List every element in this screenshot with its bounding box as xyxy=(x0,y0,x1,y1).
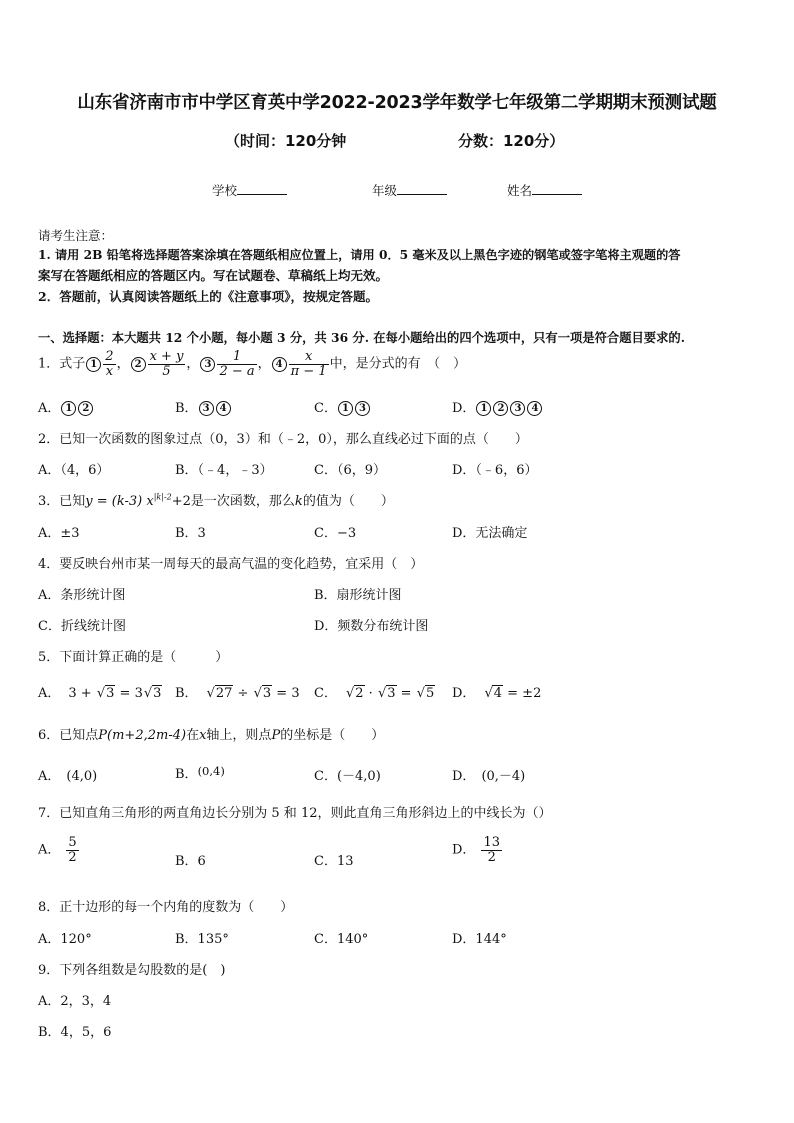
q6-mid2: 轴上，则点 xyxy=(206,728,272,743)
q5-a-eq: = 3 xyxy=(115,686,143,701)
q3-prefix: 3．已知 xyxy=(38,494,86,509)
q7-option-a xyxy=(38,836,80,864)
q9-option-b: B．4，5，6 xyxy=(38,1025,112,1040)
notice-heading: 请考生注意： xyxy=(38,228,114,243)
q8-option-d: D．144° xyxy=(452,932,507,947)
q6-b-label: B． xyxy=(175,767,198,782)
q3-k: k xyxy=(294,494,303,509)
q7-d-label: D． xyxy=(452,842,476,858)
grade-blank xyxy=(397,182,447,195)
exam-time: （时间：120分钟 xyxy=(225,132,347,150)
school-field xyxy=(212,181,287,199)
circled-number-1: 1 xyxy=(86,357,101,372)
q1-b-c4: 4 xyxy=(216,401,231,416)
q1-f2-num: x + y xyxy=(149,349,184,364)
q1-sep-3: ， xyxy=(257,356,271,372)
q3-expression-tail: +2 xyxy=(171,494,191,509)
q4-option-a: A．条形统计图 xyxy=(38,588,126,603)
q7-option-c: C．13 xyxy=(314,854,354,869)
q6-a-label: A． xyxy=(38,769,61,784)
grade-field xyxy=(372,181,447,199)
q5-option-c xyxy=(314,682,435,701)
q5-a-term: 3 + xyxy=(68,686,96,701)
q5-a-sqrt1: √ 3 xyxy=(105,685,116,701)
q6-c-label: C． xyxy=(314,769,337,784)
q1-a-c2: 2 xyxy=(78,401,93,416)
q2-option-c: C．（6，9） xyxy=(314,463,386,478)
section-heading: 一、选择题：本大题共 12 个小题，每小题 3 分，共 36 分. 在每小题给出的四个选项中，只有一项是符合题目要求的. xyxy=(38,330,685,345)
q4-option-d: D．频数分布统计图 xyxy=(314,619,429,634)
q1-d-c2: 2 xyxy=(493,401,508,416)
q1-f1-den: x xyxy=(105,363,114,379)
q6-d-label: D． xyxy=(452,769,476,784)
q5-b-sqrt1: √ 27 xyxy=(215,685,234,701)
question-9: 9．下列各组数是勾股数的是( ) xyxy=(38,963,226,978)
q1-c-c1: 1 xyxy=(338,401,353,416)
q6-c-value: (－4,0) xyxy=(336,769,381,784)
q6-option-c xyxy=(314,765,381,784)
q5-d-eq: = ±2 xyxy=(503,686,542,701)
q1-option-a xyxy=(38,397,94,416)
exam-title: 山东省济南市市中学区育英中学2022-2023学年数学七年级第二学期期末预测试题 xyxy=(77,93,717,113)
q1-f4-num: x xyxy=(289,350,329,365)
q1-fraction-1 xyxy=(103,350,115,378)
q5-c-dot: · xyxy=(364,686,377,701)
question-5: 5．下面计算正确的是（ ） xyxy=(38,650,229,665)
q8-option-b: B．135° xyxy=(175,932,229,947)
q1-c-c3: 3 xyxy=(355,401,370,416)
q5-d-sqrt: √ 4 xyxy=(492,685,503,701)
q1-prefix: 1．式子 xyxy=(38,356,86,372)
q1-f1-num: 2 xyxy=(105,349,114,364)
q1-f3-den: 2 − a xyxy=(219,363,255,379)
q5-c-eq: = xyxy=(396,686,416,701)
q3-option-b: B．3 xyxy=(175,526,206,541)
q1-f3-num: 1 xyxy=(217,350,256,365)
q6-option-d xyxy=(452,765,525,784)
q1-a-label: A． xyxy=(38,401,61,416)
q5-c-label: C． xyxy=(314,686,337,701)
question-2: 2．已知一次函数的图象过点（0，3）和（﹣2，0），那么直线必过下面的点（ ） xyxy=(38,432,528,447)
q7-d-fraction xyxy=(481,836,502,864)
q1-fraction-3 xyxy=(217,350,256,378)
q4-option-b: B．扇形统计图 xyxy=(314,588,402,603)
q6-a-value: (4,0) xyxy=(66,769,98,784)
question-3 xyxy=(38,490,394,509)
q5-a-label: A． xyxy=(38,686,61,701)
q5-c-sqrt1: √ 2 xyxy=(354,685,365,701)
q5-b-eq: = 3 xyxy=(272,686,300,701)
school-label: 学校 xyxy=(212,183,238,198)
q6-x: x xyxy=(199,728,207,743)
notice-line-1b: 案写在答题纸相应的答题区内。写在试题卷、草稿纸上均无效。 xyxy=(38,268,389,283)
q5-b-div: ÷ xyxy=(233,686,253,701)
q7-d-den: 2 xyxy=(487,849,496,865)
q3-exponent: |k|-2 xyxy=(153,492,172,502)
q6-prefix: 6．已知点 xyxy=(38,728,99,743)
notice-line-2: 2．答题前，认真阅读答题纸上的《注意事项》，按规定答题。 xyxy=(38,289,378,304)
q8-option-a: A．120° xyxy=(38,932,92,947)
q1-option-c xyxy=(314,397,371,416)
exam-score: 分数：120分） xyxy=(458,132,565,150)
name-label: 姓名 xyxy=(507,183,533,198)
q1-fraction-4 xyxy=(289,350,329,378)
q6-b-value: (0,4) xyxy=(197,764,225,778)
q1-suffix: 中，是分式的有 （ ） xyxy=(329,356,467,372)
q5-option-d xyxy=(452,682,541,701)
q6-p: P xyxy=(271,728,281,743)
q7-option-b: B．6 xyxy=(175,854,206,869)
q1-b-c3: 3 xyxy=(199,401,214,416)
q1-f2-den: 5 xyxy=(162,363,171,379)
q1-c-label: C． xyxy=(314,401,337,416)
q7-a-den: 2 xyxy=(68,849,77,865)
q1-b-label: B． xyxy=(175,401,198,416)
name-field xyxy=(507,181,582,199)
q5-c-sqrt3: √ 5 xyxy=(425,685,436,701)
q3-option-d: D．无法确定 xyxy=(452,526,528,541)
circled-number-3: 3 xyxy=(200,357,215,372)
q1-d-c3: 3 xyxy=(510,401,525,416)
question-7: 7．已知直角三角形的两直角边长分别为 5 和 12，则此直角三角形斜边上的中线长为（） xyxy=(38,806,552,821)
q2-option-d: D．（﹣6，6） xyxy=(452,463,538,478)
q1-d-c1: 1 xyxy=(476,401,491,416)
q1-option-d xyxy=(452,397,543,416)
question-6 xyxy=(38,724,384,743)
q7-a-label: A． xyxy=(38,842,61,858)
q6-mid: 在 xyxy=(186,728,200,743)
circled-number-4: 4 xyxy=(272,357,287,372)
q5-option-b xyxy=(175,682,300,701)
q9-option-a: A．2，3，4 xyxy=(38,994,112,1009)
question-1 xyxy=(38,350,466,378)
question-8: 8．正十边形的每一个内角的度数为（ ） xyxy=(38,900,294,915)
q7-a-num: 5 xyxy=(68,835,77,850)
q7-option-d xyxy=(452,836,503,864)
q5-d-label: D． xyxy=(452,686,476,701)
q8-option-c: C．140° xyxy=(314,932,369,947)
q3-mid: 是一次函数，那么 xyxy=(190,494,295,509)
q6-point-expression: P(m+2,2m-4) xyxy=(98,728,187,743)
question-4: 4．要反映台州市某一周每天的最高气温的变化趋势，宜采用（ ） xyxy=(38,557,424,572)
q3-expression: y = (k-3) x xyxy=(85,494,154,509)
name-blank xyxy=(532,182,582,195)
q7-a-fraction xyxy=(66,836,78,864)
q3-option-a: A．±3 xyxy=(38,526,80,541)
q3-option-c: C．−3 xyxy=(314,526,357,541)
q4-option-c: C．折线统计图 xyxy=(38,619,126,634)
school-blank xyxy=(237,182,287,195)
q5-a-sqrt2: √ 3 xyxy=(152,685,163,701)
q1-d-c4: 4 xyxy=(527,401,542,416)
q5-b-label: B． xyxy=(175,686,198,701)
q6-option-a xyxy=(38,765,97,784)
q2-option-b: B．（﹣4，﹣3） xyxy=(175,463,273,478)
q1-f4-den: π − 1 xyxy=(290,363,327,379)
q1-a-c1: 1 xyxy=(61,401,76,416)
q6-d-value: (0,－4) xyxy=(481,769,526,784)
q6-suffix: 的坐标是（ ） xyxy=(280,728,385,743)
q6-option-b xyxy=(175,763,225,782)
q5-c-sqrt2: √ 3 xyxy=(386,685,397,701)
q1-sep-1: ， xyxy=(116,356,130,372)
q7-d-num: 13 xyxy=(483,835,500,850)
q5-option-a xyxy=(38,682,162,701)
grade-label: 年级 xyxy=(372,183,398,198)
notice-line-1a: 1. 请用 2B 铅笔将选择题答案涂填在答题纸相应位置上，请用 0．5 毫米及以上黑色字迹的钢笔或签字笔将主观题的答 xyxy=(38,248,681,262)
circled-number-2: 2 xyxy=(131,357,146,372)
q3-suffix: 的值为（ ） xyxy=(302,494,394,509)
q1-fraction-2 xyxy=(148,350,186,378)
q1-d-label: D． xyxy=(452,401,476,416)
q2-option-a: A．（4，6） xyxy=(38,463,110,478)
q1-sep-2: ， xyxy=(186,356,200,372)
q5-b-sqrt2: √ 3 xyxy=(262,685,273,701)
q1-option-b xyxy=(175,397,232,416)
